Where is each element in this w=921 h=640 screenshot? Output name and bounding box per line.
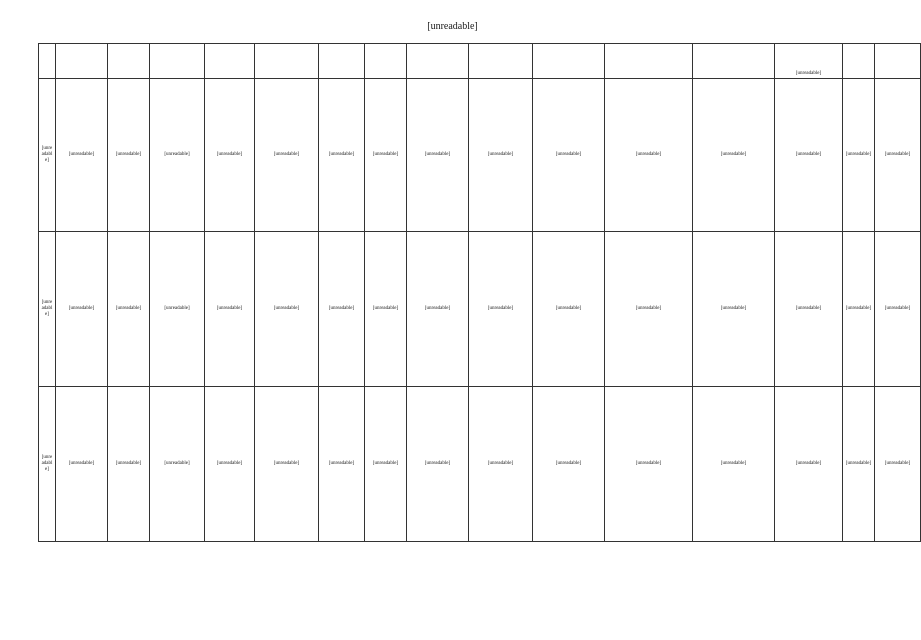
table-cell: [unreadable] [407, 79, 469, 232]
table-cell: [unreadable] [775, 44, 843, 79]
table-cell: [unreadable] [469, 79, 533, 232]
table-row [39, 79, 921, 232]
table-cell [56, 44, 108, 79]
table-cell [407, 44, 469, 79]
table-cell: [unreadable] [775, 232, 843, 387]
table-cell [39, 44, 56, 79]
table-cell: [unreadable] [693, 232, 775, 387]
table-cell: [unreadable] [56, 387, 108, 542]
table-cell [605, 44, 693, 79]
table-cell: [unreadable] [56, 79, 108, 232]
table-cell [150, 44, 205, 79]
equipment-table [38, 43, 921, 542]
table-row [39, 232, 921, 387]
table-cell: [unreadable] [39, 79, 56, 232]
table-cell: [unreadable] [605, 79, 693, 232]
table-cell: [unreadable] [319, 232, 365, 387]
table-cell: [unreadable] [108, 79, 150, 232]
table-cell: [unreadable] [469, 232, 533, 387]
table-cell: [unreadable] [365, 79, 407, 232]
table-cell: [unreadable] [205, 387, 255, 542]
table-cell [875, 44, 921, 79]
table-cell: [unreadable] [255, 232, 319, 387]
table-cell: [unreadable] [407, 387, 469, 542]
page-number: [unreadable] [427, 21, 478, 32]
table-cell: [unreadable] [365, 387, 407, 542]
table-row [39, 387, 921, 542]
table-cell: [unreadable] [469, 387, 533, 542]
table-cell: [unreadable] [693, 387, 775, 542]
table-cell: [unreadable] [365, 232, 407, 387]
table-cell: [unreadable] [875, 232, 921, 387]
table-cell: [unreadable] [605, 232, 693, 387]
table-cell [205, 44, 255, 79]
table-cell: [unreadable] [605, 387, 693, 542]
table-cell [533, 44, 605, 79]
table-cell: [unreadable] [39, 232, 56, 387]
table-cell: [unreadable] [255, 79, 319, 232]
table-cell: [unreadable] [775, 79, 843, 232]
table-cell: [unreadable] [39, 387, 56, 542]
table-cell: [unreadable] [875, 387, 921, 542]
table-cell: [unreadable] [319, 387, 365, 542]
table-cell [365, 44, 407, 79]
table-cell: [unreadable] [533, 232, 605, 387]
table-cell: [unreadable] [108, 387, 150, 542]
table-cell: [unreadable] [205, 232, 255, 387]
table-cell: [unreadable] [56, 232, 108, 387]
table-cell: [unreadable] [150, 232, 205, 387]
table-cell: [unreadable] [533, 387, 605, 542]
table-row [39, 44, 921, 79]
table-cell [469, 44, 533, 79]
table-cell: [unreadable] [875, 79, 921, 232]
table-cell [843, 44, 875, 79]
table-cell: [unreadable] [843, 232, 875, 387]
table-cell: [unreadable] [843, 387, 875, 542]
table-cell: [unreadable] [150, 79, 205, 232]
table-cell: [unreadable] [407, 232, 469, 387]
table-cell: [unreadable] [205, 79, 255, 232]
table-cell [693, 44, 775, 79]
table-cell: [unreadable] [775, 387, 843, 542]
table-cell: [unreadable] [255, 387, 319, 542]
table-cell: [unreadable] [843, 79, 875, 232]
table-cell: [unreadable] [150, 387, 205, 542]
table-cell: [unreadable] [108, 232, 150, 387]
table-cell: [unreadable] [319, 79, 365, 232]
table-cell: [unreadable] [533, 79, 605, 232]
table-cell: [unreadable] [693, 79, 775, 232]
table-cell [319, 44, 365, 79]
table-cell [108, 44, 150, 79]
table-cell [255, 44, 319, 79]
